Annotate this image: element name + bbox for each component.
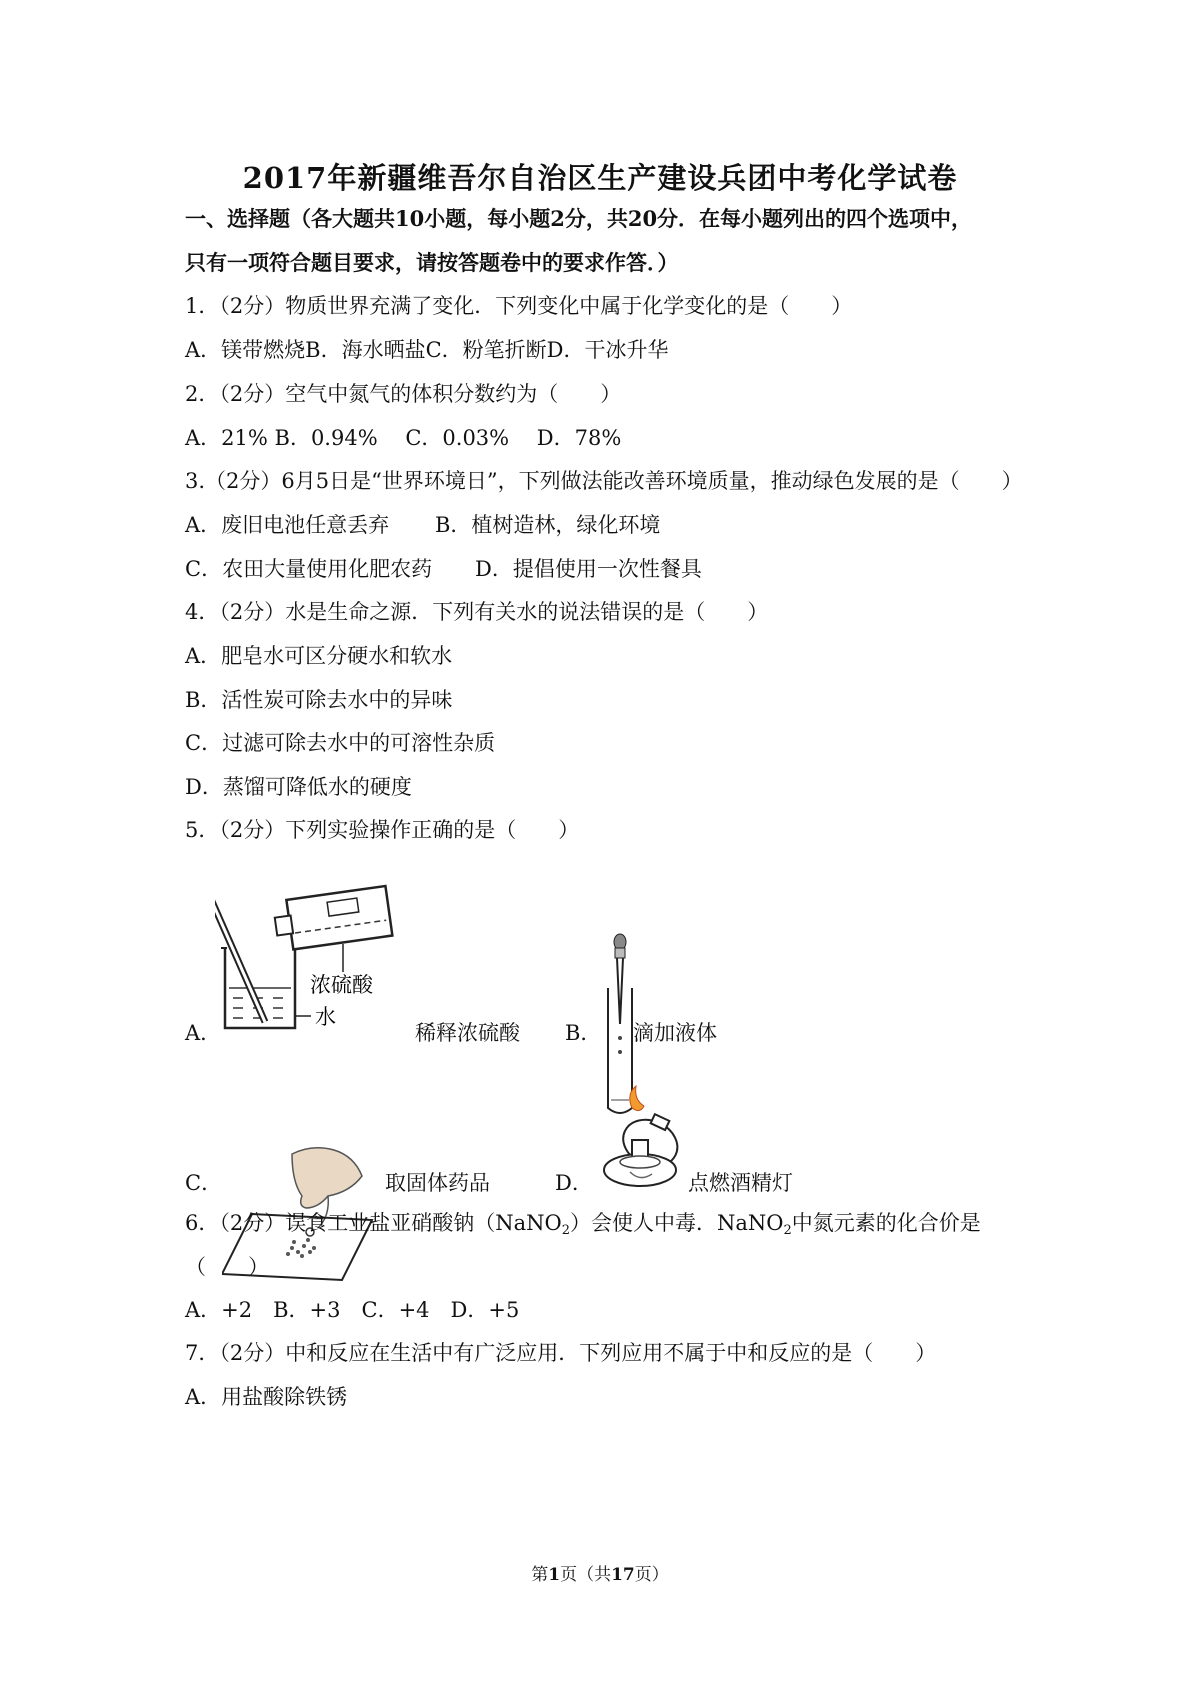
q4-option-b: B．活性炭可除去水中的异味 [185, 688, 453, 712]
q6-stem-part3: 中氮元素的化合价是 [791, 1211, 981, 1235]
q6-paren: （ ） [185, 1255, 269, 1279]
q6-stem-part2: ）会使人中毒．NaNO [570, 1211, 784, 1235]
q6-options: A．+2 B．+3 C．+4 D．+5 [185, 1298, 520, 1322]
dilute-acid-figure [215, 880, 395, 1040]
q1-options: A．镁带燃烧B．海水晒盐C．粉笔折断D．干冰升华 [185, 338, 669, 362]
q5-stem: 5．（2分）下列实验操作正确的是（ ） [185, 818, 580, 842]
q6-sub2: 2 [783, 1223, 792, 1238]
q3-option-c: C．农田大量使用化肥农药 [185, 557, 433, 581]
q3-option-d: D．提倡使用一次性餐具 [475, 557, 702, 581]
q6-stem-part1: 6．（2分）误食工业盐亚硝酸钠（NaNO [185, 1211, 562, 1235]
q5-option-c-letter: C． [185, 1171, 223, 1195]
page-title: 2017年新疆维吾尔自治区生产建设兵团中考化学试卷 [242, 161, 958, 195]
section-heading-line1: 一、选择题（各大题共10小题，每小题2分，共20分．在每小题列出的四个选项中， [185, 206, 973, 231]
q4-stem: 4．（2分）水是生命之源．下列有关水的说法错误的是（ ） [185, 600, 769, 624]
q5-option-d-letter: D． [555, 1171, 593, 1195]
footer-suffix: 页） [634, 1565, 669, 1585]
q1-stem: 1．（2分）物质世界充满了变化．下列变化中属于化学变化的是（ ） [185, 294, 853, 318]
q2-options: A．21% B．0.94% C．0.03% D．78% [185, 426, 622, 450]
q5-option-a-letter: A． [185, 1021, 222, 1045]
footer-prefix: 第 [531, 1565, 549, 1585]
q4-option-a: A．肥皂水可区分硬水和软水 [185, 644, 453, 668]
water-label: 水 [315, 1005, 336, 1029]
q3-stem: 3.（2分）6月5日是“世界环境日”，下列做法能改善环境质量，推动绿色发展的是（ ） [185, 469, 1023, 493]
acid-label: 浓硫酸 [310, 973, 373, 997]
q5-option-a-caption: 稀释浓硫酸 [415, 1021, 520, 1045]
page-footer [0, 1560, 1200, 1585]
q5-option-d-caption: 点燃酒精灯 [688, 1171, 793, 1195]
q7-option-a: A．用盐酸除铁锈 [185, 1385, 348, 1409]
q3-option-b: B．植树造林，绿化环境 [435, 513, 661, 537]
footer-total-pages: 17 [611, 1565, 635, 1585]
q4-option-c: C．过滤可除去水中的可溶性杂质 [185, 731, 496, 755]
section-heading-line2: 只有一项符合题目要求，请按答题卷中的要求作答．） [185, 250, 679, 275]
q5-option-b-letter: B． [565, 1021, 602, 1045]
q5-option-b-caption: 滴加液体 [633, 1021, 717, 1045]
footer-page-number: 1 [548, 1565, 561, 1585]
q6-stem [185, 1207, 981, 1238]
q3-option-a: A．废旧电池任意丢弃 [185, 513, 390, 537]
q2-stem: 2．（2分）空气中氮气的体积分数约为（ ） [185, 382, 622, 406]
q4-option-d: D．蒸馏可降低水的硬度 [185, 775, 412, 799]
q5-option-c-caption: 取固体药品 [385, 1171, 490, 1195]
footer-mid: 页（共 [560, 1565, 612, 1585]
q7-stem: 7．（2分）中和反应在生活中有广泛应用．下列应用不属于中和反应的是（ ） [185, 1341, 937, 1365]
q6-sub1: 2 [561, 1223, 570, 1238]
